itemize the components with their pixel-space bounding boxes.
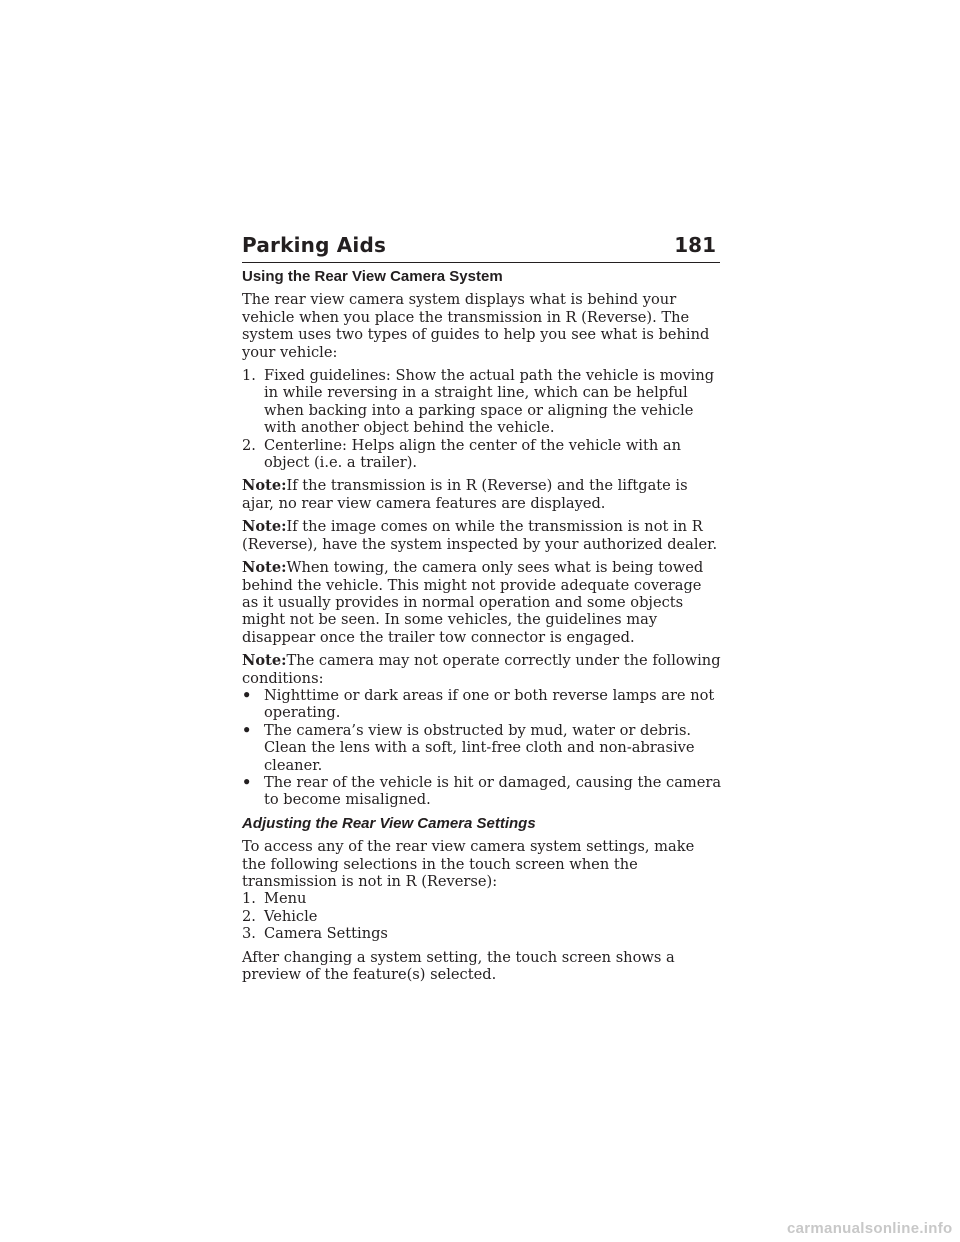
note-text: When towing, the camera only sees what is being towed behind the vehicle. This might not provide adequate coverage as it usually provides in normal operation and some objects might not be seen. In some vehicles, the guidelines may disappear once the trailer tow connector is engaged. <box>242 559 704 646</box>
step-text: Vehicle <box>264 907 318 925</box>
guides-list <box>242 367 722 471</box>
note-paragraph <box>242 477 722 512</box>
note-label: Note: <box>242 518 287 536</box>
step-item <box>242 908 722 925</box>
bullet-icon: • <box>242 721 252 739</box>
list-item <box>242 367 722 437</box>
watermark-link[interactable]: carmanualsonline.info <box>787 1220 953 1237</box>
bullet-item <box>242 722 722 774</box>
list-text: Centerline: Helps align the center of the vehicle with an object (i.e. a trailer). <box>264 436 681 472</box>
note-label: Note: <box>242 477 287 495</box>
intro-paragraph: The rear view camera system displays what is behind your vehicle when you place the transmission in R (Reverse). The system uses two types of guides to help you see what is behind your vehicle: <box>242 291 710 361</box>
list-number: 2. <box>242 436 256 454</box>
bullet-text: Nighttime or dark areas if one or both reverse lamps are not operating. <box>264 686 715 722</box>
note-paragraph <box>242 518 722 553</box>
page-header <box>242 226 720 263</box>
section-title: Parking Aids <box>242 233 387 257</box>
note-text: The camera may not operate correctly under the following conditions: <box>242 652 721 687</box>
step-number: 1. <box>242 890 256 908</box>
list-number: 1. <box>242 367 256 385</box>
step-text: Camera Settings <box>264 925 388 943</box>
conditions-block <box>242 652 722 809</box>
note-paragraph <box>242 652 722 687</box>
list-item <box>242 437 722 472</box>
step-number: 2. <box>242 907 256 925</box>
settings-intro: To access any of the rear view camera system settings, make the following selections in the touch screen when the transmission is not in R (Reverse): <box>242 838 695 890</box>
note-paragraph <box>242 559 722 646</box>
note-label: Note: <box>242 559 287 577</box>
bullet-text: The camera’s view is obstructed by mud, water or debris. Clean the lens with a soft, lint-free cloth and non-abrasive cleaner. <box>264 721 695 774</box>
note-label: Note: <box>242 652 287 670</box>
page-content <box>242 268 722 989</box>
section-heading-adjusting-settings: Adjusting the Rear View Camera Settings <box>242 814 536 832</box>
step-text: Menu <box>264 890 307 908</box>
bullet-text: The rear of the vehicle is hit or damaged, causing the camera to become misaligned. <box>264 773 722 809</box>
step-number: 3. <box>242 925 256 943</box>
page-number: 181 <box>674 233 716 257</box>
bullet-item <box>242 687 722 722</box>
section-heading-using-camera: Using the Rear View Camera System <box>242 268 503 285</box>
step-item <box>242 925 722 942</box>
bullet-icon: • <box>242 686 252 704</box>
list-text: Fixed guidelines: Show the actual path the vehicle is moving in while reversing in a straight line, which can be helpful when backing into a parking space or aligning the vehicle with another object behind the vehicle. <box>264 367 715 437</box>
bullet-icon: • <box>242 773 252 791</box>
outro-paragraph: After changing a system setting, the touch screen shows a preview of the feature(s) selected. <box>242 948 675 984</box>
note-text: If the transmission is in R (Reverse) and the liftgate is ajar, no rear view camera features are displayed. <box>242 477 688 512</box>
step-item <box>242 890 722 907</box>
bullet-item <box>242 774 722 809</box>
note-text: If the image comes on while the transmission is not in R (Reverse), have the system inspected by your authorized dealer. <box>242 518 718 553</box>
settings-steps <box>242 838 722 942</box>
